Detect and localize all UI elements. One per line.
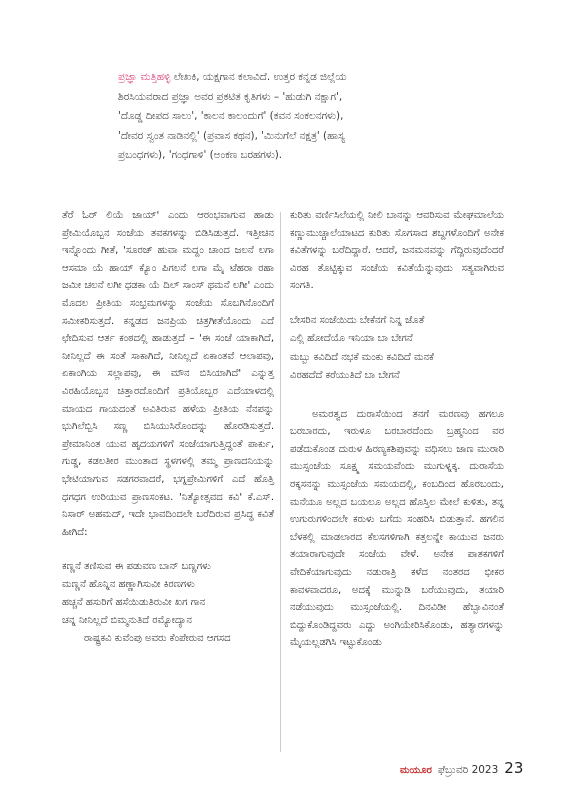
poem-line: ಎಲ್ಲಿ ಹೋದೆಯೊ ಇನಿಯಾ ಬಾ ಬೇಗನೆ (290, 333, 413, 345)
poem-line: ವಿರಹದೆದೆ ಕರೆಯುತಿದೆ ಬಾ ಬೇಗನೆ (290, 370, 400, 382)
intro-line-4: 'ದೇವರ ಸ್ವಂತ ನಾಡಿನಲ್ಲಿ' (ಪ್ರವಾಸ ಕಥನ), 'ಮಿನುಗೆಲೆ ನಕ್ಷತ್ರ' (ಹಾಸ್ಯ (118, 129, 345, 142)
body-paragraph: ರಾಷ್ಟ್ರಕವಿ ಕುವೆಂಪು ಅವರು ಕೆಂಪೇರುವ ಆಗಸದ (84, 633, 231, 645)
poem-line: ಬೇಸರಿನ ಸಂಜೆಯಿದು ಬೇಕೆನಗೆ ನಿನ್ನ ಜೊತೆ (290, 314, 425, 326)
left-column (62, 207, 274, 648)
intro-line-2: ಶಿರಸಿಯವರಾದ ಪ್ರಜ್ಞಾ ಅವರ ಪ್ರಕಟಿತ ಕೃತಿಗಳು – 'ಹುಡುಗಿ ನಕ್ಷಾಗ', (118, 90, 343, 103)
right-column (290, 207, 504, 652)
poem-line: ಮಬ್ಬು ಕವಿದಿದೆ ನಭಕೆ ಮಂಕು ಕವಿದಿದೆ ಮನಕೆ (290, 351, 434, 363)
body-paragraph: ಕುರಿತು ವರ್ಣಿಸಿಲೆಯಲ್ಲಿ ನೀಲಿ ಬಾನನ್ನು ಆವರಿಸುವ ಮೇಘಮಾಲೆಯ ಕಣ್ಣುಮುಚ್ಚಾಲೆಯಾಟದ ಕುರಿತು ಸೊಗಸಾದ ಶಬ್ದಗಳೊಂದಿಗೆ ಅನೇಕ ಕವಿತೆಗಳನ್ನು ಬರೆದಿದ್ದಾರೆ. ಆದರೆ, ಜನಮನವನ್ನು ಗೆದ್ದಿರುವುದೆಂದರೆ ವಿರಹ ತೊಟ್ಟಿಕ್ಕುವ ಸಂಜೆಯ ಕವಿತೆಯೆನ್ನುವುದು ಸತ್ಯವಾಗಿರುವ ಸಂಗತಿ. (290, 210, 504, 292)
poem-quote (290, 312, 504, 386)
poem-line: ಮಣ್ಣನೆ ಹೊನ್ನಿನ ಹಣ್ಣಾಗಿಸುವೀ ಕಿರಣಗಳು (62, 579, 195, 591)
author-name: ಪ್ರಜ್ಞಾ ಮತ್ತಿಹಳ್ಳಿ (118, 71, 171, 83)
intro-line-5: ಪ್ರಬಂಧಗಳು), 'ಗಂಧಗಾಳಿ' (ಅಂಕಣ ಬರಹಗಳು). (118, 149, 283, 162)
page-footer (400, 759, 523, 779)
poem-line: ಹಚ್ಚನೆ ಹಸುರಿಗೆ ಹಸೆಯಿಡುತಿರುವೀ ಖಗ ಗಾನ (62, 597, 206, 609)
intro-line-1: ಪ್ರಜ್ಞಾ ಮತ್ತಿಹಳ್ಳಿ ಲೇಖಕಿ, ಯಕ್ಷಗಾನ ಕಲಾವಿದೆ. ಉತ್ತರ ಕನ್ನಡ ಜಿಲ್ಲೆಯ (118, 71, 347, 83)
magazine-logo: ಮಯೂರ (400, 765, 432, 776)
body-paragraph: ಅಮರತ್ವದ ದುರಾಸೆಯಿಂದ ತನಗೆ ಮರಣವು ಹಗಲೂ ಬರಬಾರದು, ಇರುಳೂ ಬರಬಾರದೆಂದು ಬ್ರಹ್ಮನಿಂದ ವರ ಪಡೆದುಕೊಂಡ ದುರುಳ ಹಿರಣ್ಯಕಶಿಪುವನ್ನು ವಧಿಸಲು ಜಾಣ ಮುರಾರಿ ಮುಸ್ಸಂಜೆಯ ಸೂಕ್ಷ್ಮ ಸಮಯವೆಂದು ಮುಗುಳ್ನಕ್ಕ. ದುರಾಸೆಯ ರಕ್ಕಸನನ್ನು ಮುಸ್ಸಂಜೆಯ ಸಮಯದಲ್ಲಿ, ಕಂಬದಿಂದ ಹೊರಬಂದು, ಮನೆಯೂ ಅಲ್ಲದ ಬಯಲೂ ಅಲ್ಲದ ಹೊಸ್ತಿಲ ಮೇಲೆ ಕುಳಿತು, ತನ್ನ ಉಗುರುಗಳಿಂದಲೇ ಕರುಳು ಬಗೆದು ಸಂಹರಿಸಿ ಬಿಡುತ್ತಾನೆ. ಹಗಲಿನ ಬೆಳಕಲ್ಲಿ ಮಾಡಲಾರದ ಕೆಲಸಗಳಿಗಾಗಿ ಕತ್ತಲನ್ನೇ ಕಾಯುವ ಜನರು ತಯಾರಾಗುವುದೇ ಸಂಜೆಯ ವೇಳೆ. ಅನೇಕ ಪಾತಕಗಳಿಗೆ ವೇದಿಕೆಯಾಗುವುದು ನಡುರಾತ್ರಿ ಕಳೆದ ನಂತರದ ಭೀಕರ ಕಾವಳವಾದರೂ, ಅದಕ್ಕೆ ಮುನ್ನುಡಿ ಬರೆಯುವುದು, ತಯಾರಿ ನಡೆಯುವುದು ಮುಸ್ಸಂಜೆಯಲ್ಲಿ. ದಿನವಿಡೀ ಹೆಬ್ಬಾವಿನಂತೆ ಬಿದ್ದುಕೊಂಡಿದ್ದವರು ಎದ್ದು ಅಂಗಿಯೇರಿಸಿಕೊಂಡು, ಹತ್ಯಾರಗಳನ್ನು ಮೈಯಲ್ಲಡಗಿಸಿ ಇಟ್ಟುಕೊಂಡು (290, 408, 504, 649)
issue-month: ಫೆಬ್ರುವರಿ 2023 (437, 764, 499, 776)
body-paragraph: ತೆರೆ ಓರ್ ಲಿಯೆ ಜಾಯ್' ಎಂದು ಆರಂಭವಾಗುವ ಹಾಡು ಪ್ರೇಮಿಯೊಬ್ಬನ ಸಂಜೆಯ ತವಕಗಳನ್ನು ಬಿಡಿಸಿಡುತ್ತದೆ. ಇತ್ತೀಚಿನ ಇನ್ನೊಂದು ಗೀತೆ, 'ಸೂರಜ್ ಹುವಾ ಮದ್ದಂ ಚಾಂದ ಜಲನೆ ಲಗಾ ಆಸಮಾ ಯೆ ಹಾಯ್ ಕ್ಯೊಂ ಪಿಗಲನೆ ಲಗಾ ಮೈ ಟೆಹರಾ ರಹಾ ಜಮೀ ಚಲನೆ ಲಗೀ ಧಡಕಾ ಯೆ ದಿಲ್ ಸಾಂಸ್ ಥಮನೆ ಲಗೀ' ಎಂದು ಮೊದಲ ಪ್ರೀತಿಯ ಸಂಭ್ರಮಗಳನ್ನು ಸಂಜೆಯ ಸೊಬಗಿನೊಂದಿಗೆ ಸಮೀಕರಿಸುತ್ತದೆ. ಕನ್ನಡದ ಜನಪ್ರಿಯ ಚಿತ್ರಗೀತೆಯೊಂದು ಎದೆ ಛೇದಿಸುವ ಆರ್ತ ಕಂಠದಲ್ಲಿ ಹಾಡುತ್ತದೆ – 'ಈ ಸಂಜೆ ಯಾಕಾಗಿದೆ, ನೀನಿಲ್ಲದೆ ಈ ಸಂತೆ ಸಾಕಾಗಿದೆ, ನೀನಿಲ್ಲದೆ ಏಕಾಂತವೆ ಆಲಾಪವು, ಏಕಾಂಗಿಯ ಸಲ್ಲಾಪವು, ಈ ಮೌನ ಬಿಸಿಯಾಗಿದೆ' ಎನ್ನುತ್ತ ವಿರಹಿಯೊಬ್ಬನ ಚಿತ್ತಾರದೊಂದಿಗೆ ಪ್ರತಿಯೊಬ್ಬರ ಎದೆಯಾಳದಲ್ಲಿ ಮಾಯದ ಗಾಯದಂತೆ ಅವಿತಿರುವ ಹಳೆಯ ಪ್ರೀತಿಯ ನೆನಪನ್ನು ಭುಗಿಲೆಬ್ಬಿಸಿ ಸಣ್ಣ ಬಿಸಿಯುಸಿರೊಂದನ್ನು ಹೊರಡಿಸುತ್ತದೆ. ಪ್ರೇಮಾನಿಂತ ಯುವ ಹೃದಯಗಳಿಗೆ ಸಂಜೆಯಾಗುತ್ತಿದ್ದಂತೆ ಪಾರ್ಕು, ಗುಡ್ಡ, ಕಡಲತೀರ ಮುಂತಾದ ಸ್ಥಳಗಳಲ್ಲಿ ತಮ್ಮ ಪ್ರಾಣದನಿಯನ್ನು ಭೇಟಿಯಾಗುವ ಸಡಗರವಾದರೆ, ಭಗ್ನಪ್ರೇಮಿಗಳಿಗೆ ಎದೆ ಹೊತ್ತಿ ಧಗಧಗ ಉರಿಯುವ ಪ್ರಾಣಸಂಕಟ. 'ನಿತ್ಯೋತ್ಸವದ ಕವಿ' ಕೆ.ಎಸ್. ನಿಸಾರ್ ಅಹಮದ್, ಇದೇ ಭಾವದಿಂದಲೇ ಬರೆದಿರುವ ಪ್ರಸಿದ್ಧ ಕವಿತೆ ಹೀಗಿದೆ: (62, 210, 274, 538)
poem-quote (62, 558, 274, 630)
page-number: 23 (504, 759, 524, 777)
poem-line: ಕಣ್ಣನೆ ತಣಿಸುವ ಈ ಪಡುವಣ ಬಾನ್ ಬಣ್ಣಗಳು (62, 561, 211, 573)
author-intro (118, 68, 443, 166)
column-divider (280, 212, 281, 752)
intro-line-3: 'ದೊಡ್ಡ ದೀಪದ ಸಾಲು', 'ಕಾಲನ ಕಾಲಂದುಗೆ' (ಕವನ ಸಂಕಲನಗಳು), (118, 110, 344, 123)
poem-line: ಚನ್ನ ನೀನಿಲ್ಲದೆ ಬಿಮ್ಮನುತಿದೆ ರಮ್ಯೋದ್ಯಾನ (62, 615, 192, 627)
